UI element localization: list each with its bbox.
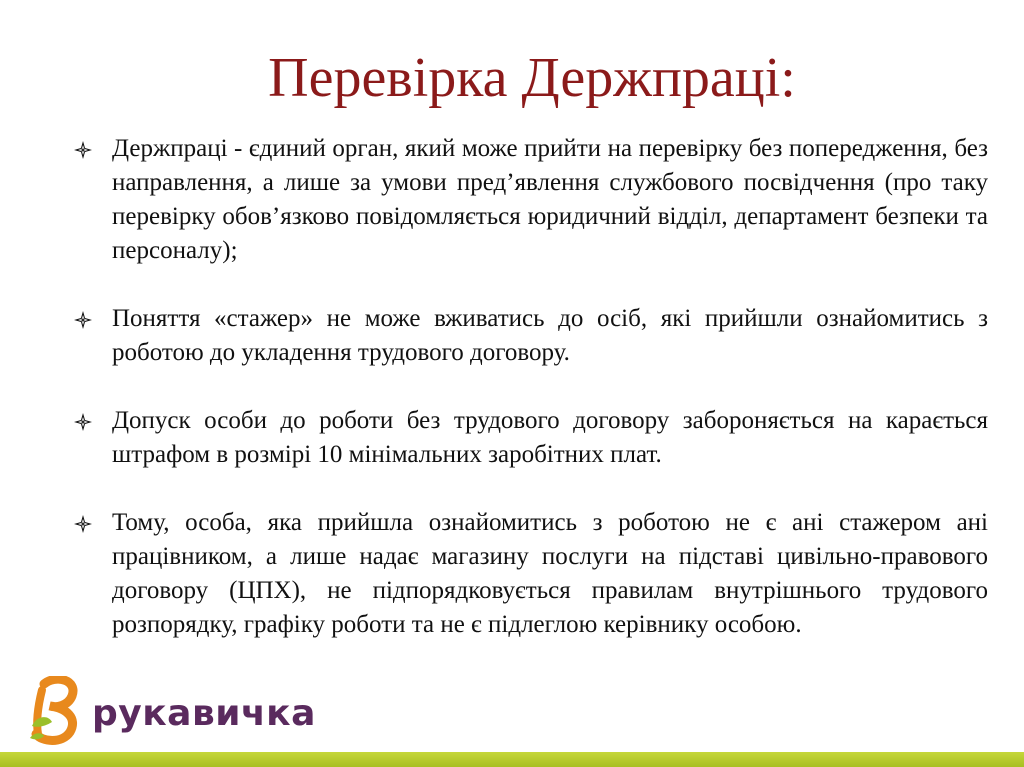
bullet-list	[72, 132, 988, 676]
bullet-item	[72, 404, 988, 472]
rukavychka-logo-icon	[26, 676, 88, 748]
bullet-text: Поняття «стажер» не може вживатись до осіб, які прийшли ознайомитись з роботою до укладення трудового договору.	[112, 305, 988, 366]
bullet-item	[72, 302, 988, 370]
diamond-bullet-icon	[74, 141, 92, 159]
footer-bar	[0, 752, 1024, 767]
bullet-text: Допуск особи до роботи без трудового договору забороняється на карається штрафом в розмірі 10 мінімальних заробітних плат.	[112, 407, 988, 468]
logo-text: рукавичка	[92, 693, 316, 734]
diamond-bullet-icon	[74, 515, 92, 533]
bullet-text: Тому, особа, яка прийшла ознайомитись з роботою не є ані стажером ані працівником, а лише надає магазину послуги на підставі цивільно-правового договору (ЦПХ), не підпорядковується правилам внутрішнього трудового розпорядку, графіку роботи та не є підлеглою керівнику особою.	[112, 509, 988, 638]
diamond-bullet-icon	[74, 413, 92, 431]
diamond-bullet-icon	[74, 311, 92, 329]
bullet-text: Держпраці - єдиний орган, який може прийти на перевірку без попередження, без направлення, а лише за умови пред’явлення службового посвідчення (про таку перевірку обов’язково повідомляється юридичний відділ, департамент безпеки та персоналу);	[112, 135, 988, 264]
bullet-item	[72, 506, 988, 642]
logo	[26, 676, 316, 748]
slide-title: Перевірка Держпраці:	[268, 47, 796, 109]
bullet-item	[72, 132, 988, 268]
